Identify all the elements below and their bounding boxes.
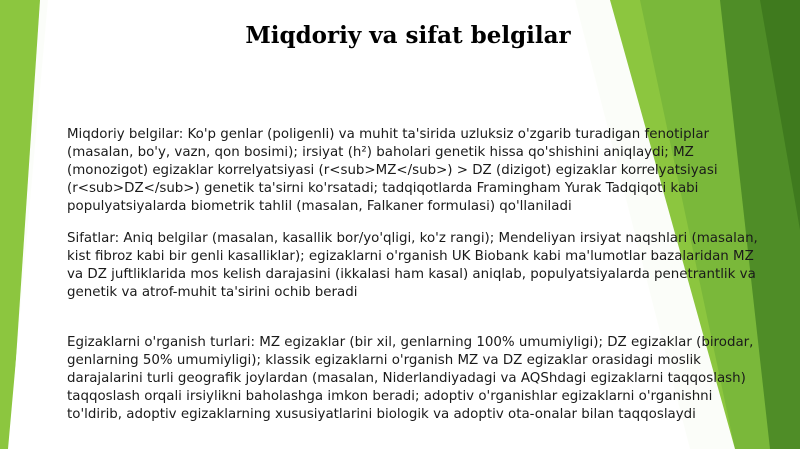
slide-title: Miqdoriy va sifat belgilar — [245, 22, 571, 49]
paragraph-quantitative: Miqdoriy belgilar: Ko'p genlar (poligenli) va muhit ta'sirida uzluksiz o'zgarib turadigan fenotiplar (masalan, bo'y, vazn, qon bosimi); irsiyat (h²) baholari genetik hissa qo'shishini aniqlaydi; MZ (monozigot) egizaklar korrelyatsiyasi (r<sub>MZ</sub>) > DZ (dizigot) egizaklar korrelyatsiyasi (r<sub>DZ</sub>) genetik ta'sirni ko'rsatadi; tadqiqotlarda Framingham Yurak Tadqiqoti kabi populyatsiyalarda biometrik tahlil (masalan, Falkaner formulasi) qo'llaniladi — [67, 127, 718, 214]
paragraph-twin-studies: Egizaklarni o'rganish turlari: MZ egizaklar (bir xil, genlarning 100% umumiyligi); DZ egizaklar (birodar, genlarning 50% umumiyligi); klassik egizaklarni o'rganish MZ va DZ egizaklar orasidagi moslik darajalarini turli geografik joylardan (masalan, Niderlandiyadagi va AQShdagi egizaklarni taqqoslash) taqqoslash orqali irsiylikni baholashga imkon beradi; adoptiv o'rganishlar egizaklarni o'rganishni to'ldirib, adoptiv egizaklarning xususiyatlarini biologik va adoptiv ota-onalar bilan taqqoslaydi — [67, 335, 754, 422]
paragraph-qualitative: Sifatlar: Aniq belgilar (masalan, kasallik bor/yo'qligi, ko'z rangi); Mendeliyan irsiyat naqshlari (masalan, kist fibroz kabi bir genli kasalliklar); egizaklarni o'rganish UK Biobank kabi ma'lumotlar bazalaridan MZ va DZ juftliklarida mos kelish darajasini (ikkalasi ham kasal) aniqlab, populyatsiyalarda penetrantlik va genetik va atrof-muhit ta'sirini ochib beradi — [67, 231, 758, 300]
